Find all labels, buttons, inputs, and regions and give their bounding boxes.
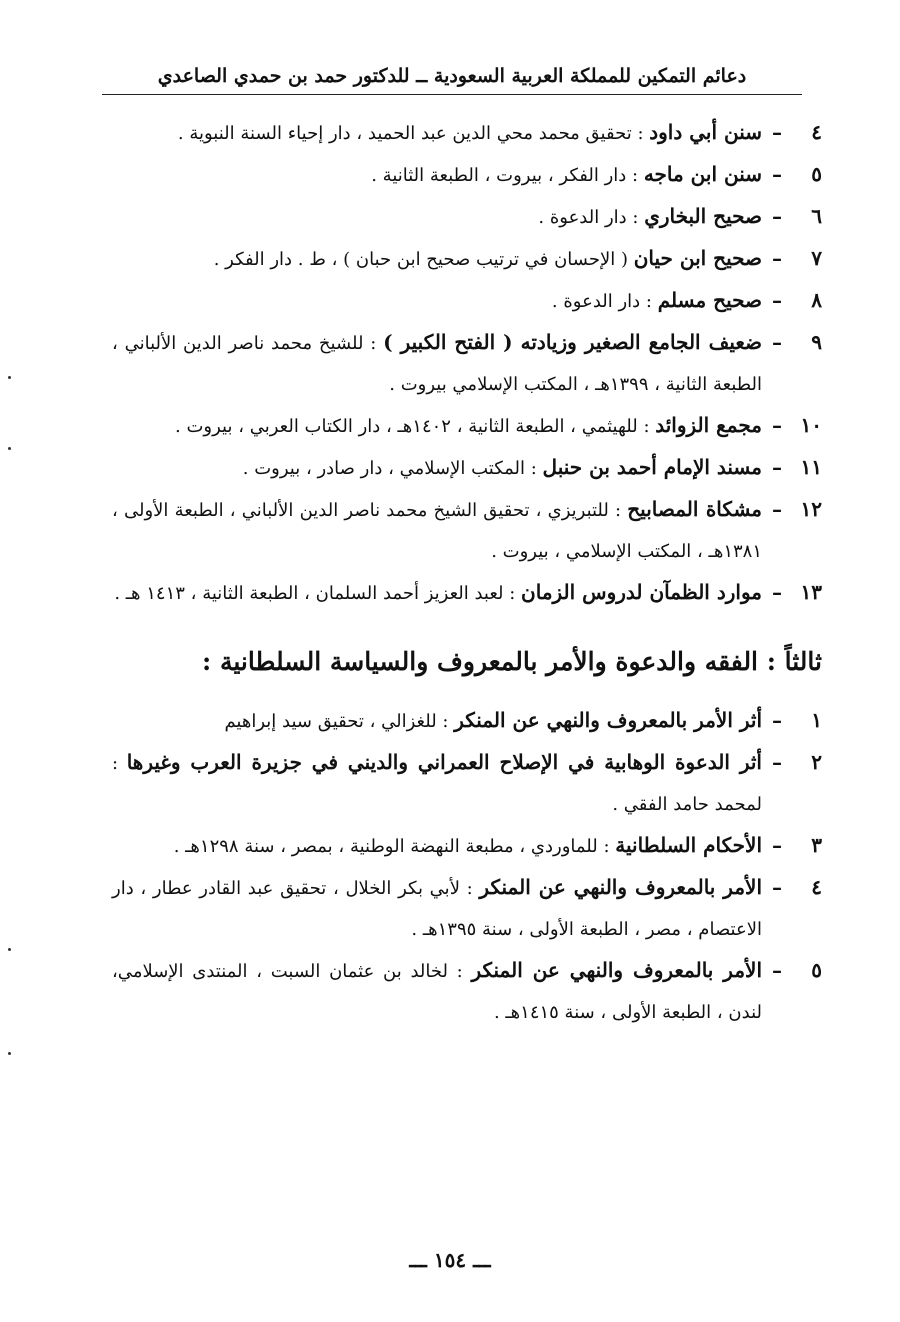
entry-body	[112, 825, 762, 867]
entry-details: : دار الدعوة .	[538, 207, 645, 228]
entry-details: : للتبريزي ، تحقيق الشيخ محمد ناصر الدين الألباني ، الطبعة الأولى ، ١٣٨١هـ ، المكتب الإسلامي ، بيروت .	[112, 500, 762, 562]
entry-title: ضعيف الجامع الصغير وزيادته ( الفتح الكبير )	[383, 330, 762, 354]
reference-entry	[112, 154, 822, 196]
entry-number: ٤	[811, 120, 822, 144]
entry-details: : للهيثمي ، الطبعة الثانية ، ١٤٠٢هـ ، دار الكتاب العربي ، بيروت .	[175, 416, 656, 437]
entry-dash: –	[772, 246, 782, 270]
fiqh-references-list	[112, 700, 822, 1033]
entry-dash: –	[772, 875, 782, 899]
entry-body	[112, 572, 762, 614]
entry-body	[112, 154, 762, 196]
entry-dash: –	[772, 708, 782, 732]
scan-mark	[8, 376, 11, 379]
entry-dash: –	[772, 455, 782, 479]
reference-entry	[112, 867, 822, 950]
entry-dash: –	[772, 162, 782, 186]
entry-number: ١	[811, 708, 822, 732]
entry-title: مشكاة المصابيح	[627, 497, 763, 521]
entry-details: : للغزالي ، تحقيق سيد إبراهيم	[224, 711, 455, 732]
entry-body	[112, 322, 762, 405]
entry-dash: –	[772, 580, 782, 604]
scan-mark	[8, 447, 11, 450]
entry-title: صحيح البخاري	[644, 204, 762, 228]
entry-body	[112, 280, 762, 322]
entry-number: ٦	[811, 204, 822, 228]
entry-number: ٢	[811, 750, 822, 774]
entry-number: ١٣	[800, 580, 822, 604]
entry-details: : تحقيق محمد محي الدين عبد الحميد ، دار إحياء السنة النبوية .	[177, 123, 650, 144]
reference-entry	[112, 825, 822, 867]
entry-title: أثر الدعوة الوهابية في الإصلاح العمراني والديني في جزيرة العرب وغيرها	[126, 750, 762, 774]
entry-number: ٥	[811, 958, 822, 982]
entry-body	[112, 489, 762, 572]
entry-details: : للماوردي ، مطبعة النهضة الوطنية ، بمصر ، سنة ١٢٩٨هـ .	[173, 836, 616, 857]
entry-dash: –	[772, 750, 782, 774]
entry-dash: –	[772, 497, 782, 521]
scan-mark	[8, 948, 11, 951]
reference-entry	[112, 280, 822, 322]
entry-title: الأمر بالمعروف والنهي عن المنكر	[471, 958, 762, 982]
entry-details: : لعبد العزيز أحمد السلمان ، الطبعة الثانية ، ١٤١٣ هـ .	[114, 583, 522, 604]
reference-entry	[112, 322, 822, 405]
reference-entry	[112, 950, 822, 1033]
entry-body	[112, 238, 762, 280]
entry-number: ٧	[811, 246, 822, 270]
entry-body	[112, 700, 762, 742]
entry-dash: –	[772, 330, 782, 354]
entry-number: ٣	[811, 833, 822, 857]
entry-details: ( الإحسان في ترتيب صحيح ابن حبان ) ، ط . دار الفكر .	[213, 249, 634, 270]
entry-body	[112, 742, 762, 825]
entry-details: : للشيخ محمد ناصر الدين الألباني ، الطبعة الثانية ، ١٣٩٩هـ ، المكتب الإسلامي بيروت .	[112, 333, 762, 395]
entry-number: ٨	[811, 288, 822, 312]
entry-title: مجمع الزوائد	[655, 413, 762, 437]
entry-number: ١٢	[800, 497, 822, 521]
entry-title: مسند الإمام أحمد بن حنبل	[542, 455, 762, 479]
entry-title: سنن ابن ماجه	[643, 162, 762, 186]
scan-mark	[8, 1052, 11, 1055]
entry-details: : المكتب الإسلامي ، دار صادر ، بيروت .	[242, 458, 543, 479]
entry-title: صحيح ابن حيان	[633, 246, 762, 270]
entry-number: ٤	[811, 875, 822, 899]
entry-details: : لأبي بكر الخلال ، تحقيق عبد القادر عطار ، دار الاعتصام ، مصر ، الطبعة الأولى ، سنة ١٣٩٥هـ .	[112, 878, 762, 940]
entry-dash: –	[772, 413, 782, 437]
entry-number: ٩	[811, 330, 822, 354]
entry-body	[112, 112, 762, 154]
entry-title: أثر الأمر بالمعروف والنهي عن المنكر	[454, 708, 762, 732]
entry-body	[112, 867, 762, 950]
entry-number: ٥	[811, 162, 822, 186]
entry-details: : لمحمد حامد الفقي .	[112, 753, 762, 815]
reference-entry	[112, 238, 822, 280]
entry-title: الأحكام السلطانية	[615, 833, 762, 857]
entry-dash: –	[772, 288, 782, 312]
entry-details: : دار الدعوة .	[551, 291, 658, 312]
reference-entry	[112, 489, 822, 572]
entry-body	[112, 196, 762, 238]
entry-number: ١١	[800, 455, 822, 479]
entry-details: : لخالد بن عثمان السبت ، المنتدى الإسلامي، لندن ، الطبعة الأولى ، سنة ١٤١٥هـ .	[112, 961, 762, 1023]
section-heading: ثالثاً : الفقه والدعوة والأمر بالمعروف والسياسة السلطانية :	[202, 647, 822, 676]
running-header: دعائم التمكين للمملكة العربية السعودية ــ للدكتور حمد بن حمدي الصاعدي	[102, 58, 802, 95]
entry-dash: –	[772, 120, 782, 144]
entry-dash: –	[772, 204, 782, 228]
reference-entry	[112, 196, 822, 238]
reference-entry	[112, 700, 822, 742]
page-number: ـــ ١٥٤ ـــ	[409, 1248, 491, 1272]
entry-title: صحيح مسلم	[657, 288, 762, 312]
entry-body	[112, 950, 762, 1033]
entry-title: سنن أبي داود	[649, 120, 762, 144]
entry-body	[112, 447, 762, 489]
reference-entry	[112, 447, 822, 489]
entry-dash: –	[772, 833, 782, 857]
hadith-references-list	[112, 112, 822, 614]
entry-title: الأمر بالمعروف والنهي عن المنكر	[479, 875, 762, 899]
entry-title: موارد الظمآن لدروس الزمان	[521, 580, 762, 604]
reference-entry	[112, 112, 822, 154]
entry-body	[112, 405, 762, 447]
entry-details: : دار الفكر ، بيروت ، الطبعة الثانية .	[371, 165, 644, 186]
reference-entry	[112, 572, 822, 614]
entry-dash: –	[772, 958, 782, 982]
entry-number: ١٠	[800, 413, 822, 437]
reference-entry	[112, 405, 822, 447]
reference-entry	[112, 742, 822, 825]
bibliography-content	[112, 112, 822, 1033]
